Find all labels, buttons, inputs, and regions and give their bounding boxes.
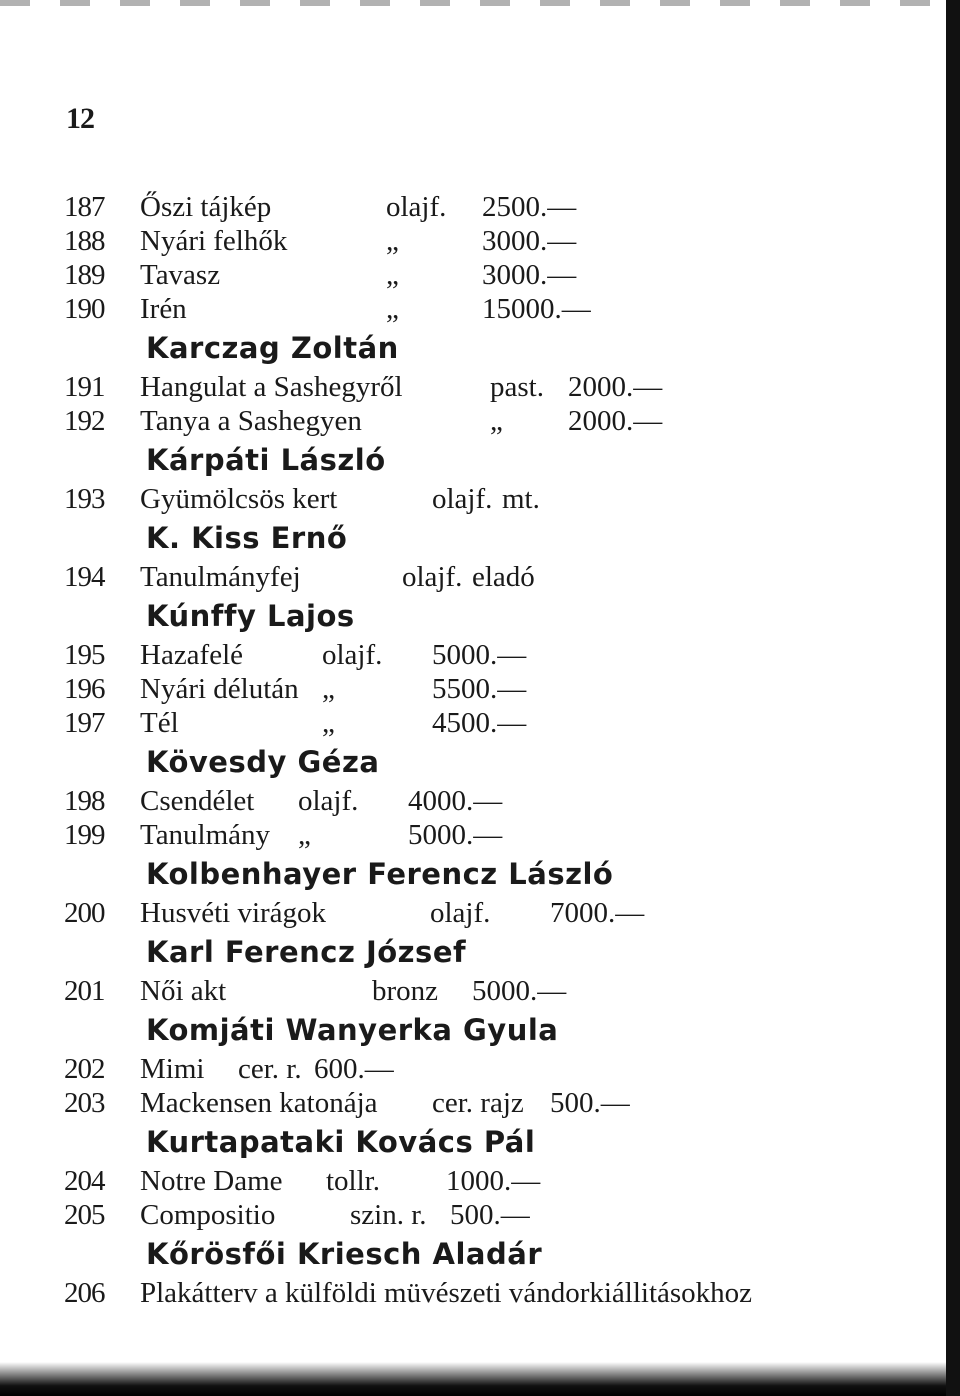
artist-heading: Karczag Zoltán xyxy=(146,331,399,365)
entry-number: 200 xyxy=(64,897,105,929)
entry-medium: szin. r. xyxy=(350,1199,427,1231)
catalog-entry xyxy=(64,818,934,852)
entry-title: Gyümölcsös kert xyxy=(140,483,338,515)
entry-medium: past. xyxy=(490,371,544,403)
entry-price: 4000.— xyxy=(408,785,503,817)
entry-title: Tanulmány xyxy=(140,819,271,851)
entry-medium: olajf. xyxy=(322,639,383,671)
entry-number: 190 xyxy=(64,293,105,325)
catalog-entry xyxy=(64,784,934,818)
entry-title: Női akt xyxy=(140,975,227,1007)
catalog-entry xyxy=(64,1198,934,1232)
entry-number: 201 xyxy=(64,975,105,1007)
entry-medium: „ xyxy=(490,405,503,437)
entry-title: Notre Dame xyxy=(140,1165,283,1197)
artist-heading: Kövesdy Géza xyxy=(146,745,380,779)
entry-price: 15000.— xyxy=(482,293,591,325)
entry-title: Plakátterv a külföldi müvészeti vándorkiállitásokhoz xyxy=(140,1277,753,1309)
entry-number: 193 xyxy=(64,483,105,515)
entry-medium: olajf. xyxy=(402,561,463,593)
entry-title: Tanya a Sashegyen xyxy=(140,405,362,437)
artist-heading: K. Kiss Ernő xyxy=(146,521,348,555)
entry-number: 187 xyxy=(64,191,105,223)
catalog-entry xyxy=(64,482,934,516)
entry-price: 7000.— xyxy=(550,897,645,929)
entry-title: Tél xyxy=(140,707,179,739)
entry-number: 196 xyxy=(64,673,105,705)
entry-medium: „ xyxy=(298,819,311,851)
entry-medium: olajf. xyxy=(430,897,491,929)
entry-number: 199 xyxy=(64,819,105,851)
entry-title: Hazafelé xyxy=(140,639,244,671)
entry-title: Hangulat a Sashegyről xyxy=(140,371,403,403)
entry-price: 500.— xyxy=(450,1199,530,1231)
entry-medium: olajf. xyxy=(432,483,493,515)
artist-heading: Kolbenhayer Ferencz László xyxy=(146,857,614,891)
entry-medium: „ xyxy=(386,225,399,257)
entry-title: Nyári délután xyxy=(140,673,299,705)
entry-medium: „ xyxy=(386,259,399,291)
entry-title: Mimi xyxy=(140,1053,205,1085)
entry-price: 600.— xyxy=(314,1053,394,1085)
entry-title: Nyári felhők xyxy=(140,225,288,257)
catalog-entry xyxy=(64,190,934,224)
artist-heading: Kúnffy Lajos xyxy=(146,599,355,633)
entry-medium: bronz xyxy=(372,975,439,1007)
entry-title: Őszi tájkép xyxy=(140,191,272,223)
entry-medium: olajf. xyxy=(298,785,359,817)
entry-price: 3000.— xyxy=(482,259,577,291)
catalog-entry xyxy=(64,370,934,404)
catalog-entry xyxy=(64,1164,934,1198)
scan-edge-right xyxy=(946,0,960,1396)
catalog-entry xyxy=(64,672,934,706)
entry-price: 500.— xyxy=(550,1087,630,1119)
entry-number: 204 xyxy=(64,1165,105,1197)
entry-number: 198 xyxy=(64,785,105,817)
page-number: 12 xyxy=(66,102,94,135)
entry-price: 5500.— xyxy=(432,673,527,705)
artist-heading: Kőrösfői Kriesch Aladár xyxy=(146,1237,543,1271)
entry-number: 188 xyxy=(64,225,105,257)
entry-number: 192 xyxy=(64,405,105,437)
artist-heading: Komjáti Wanyerka Gyula xyxy=(146,1013,559,1047)
entry-number: 202 xyxy=(64,1053,105,1085)
artist-heading: Kurtapataki Kovács Pál xyxy=(146,1125,536,1159)
catalog-entry xyxy=(64,1052,934,1086)
entry-title: Tanulmányfej xyxy=(140,561,301,593)
catalog-list xyxy=(64,190,934,1310)
entry-title: Husvéti virágok xyxy=(140,897,327,929)
entry-number: 203 xyxy=(64,1087,105,1119)
catalog-entry xyxy=(64,896,934,930)
entry-title: Compositio xyxy=(140,1199,276,1231)
entry-price: 2000.— xyxy=(568,371,663,403)
entry-price: 5000.— xyxy=(408,819,503,851)
entry-price: mt. xyxy=(502,483,540,515)
scan-edge-bottom xyxy=(0,1362,946,1396)
catalog-entry xyxy=(64,1086,934,1120)
scan-edge-top xyxy=(0,0,946,6)
entry-medium: „ xyxy=(386,293,399,325)
entry-title: Irén xyxy=(140,293,187,325)
entry-price: 4500.— xyxy=(432,707,527,739)
catalog-entry xyxy=(64,404,934,438)
entry-number: 189 xyxy=(64,259,105,291)
entry-number: 191 xyxy=(64,371,105,403)
artist-heading: Kárpáti László xyxy=(146,443,386,477)
entry-title: Csendélet xyxy=(140,785,255,817)
artist-heading: Karl Ferencz József xyxy=(146,935,467,969)
entry-title: Mackensen katonája xyxy=(140,1087,378,1119)
entry-price: 1000.— xyxy=(446,1165,541,1197)
entry-price: 2000.— xyxy=(568,405,663,437)
entry-medium: olajf. xyxy=(386,191,447,223)
entry-number: 195 xyxy=(64,639,105,671)
catalog-entry xyxy=(64,560,934,594)
entry-number: 205 xyxy=(64,1199,105,1231)
catalog-entry xyxy=(64,706,934,740)
entry-price: 5000.— xyxy=(472,975,567,1007)
entry-price: eladó xyxy=(472,561,535,593)
entry-number: 197 xyxy=(64,707,105,739)
catalog-entry xyxy=(64,258,934,292)
entry-price: 5000.— xyxy=(432,639,527,671)
entry-title: Tavasz xyxy=(140,259,221,291)
entry-number: 194 xyxy=(64,561,105,593)
entry-medium: cer. r. xyxy=(238,1053,302,1085)
catalog-entry xyxy=(64,974,934,1008)
entry-medium: cer. rajz xyxy=(432,1087,524,1119)
catalog-entry xyxy=(64,292,934,326)
entry-medium: „ xyxy=(322,707,335,739)
catalog-entry xyxy=(64,638,934,672)
entry-medium: „ xyxy=(322,673,335,705)
entry-price: 2500.— xyxy=(482,191,577,223)
entry-number: 206 xyxy=(64,1277,105,1309)
entry-medium: tollr. xyxy=(326,1165,380,1197)
catalog-entry xyxy=(64,224,934,258)
catalog-entry xyxy=(64,1276,934,1310)
entry-price: 3000.— xyxy=(482,225,577,257)
